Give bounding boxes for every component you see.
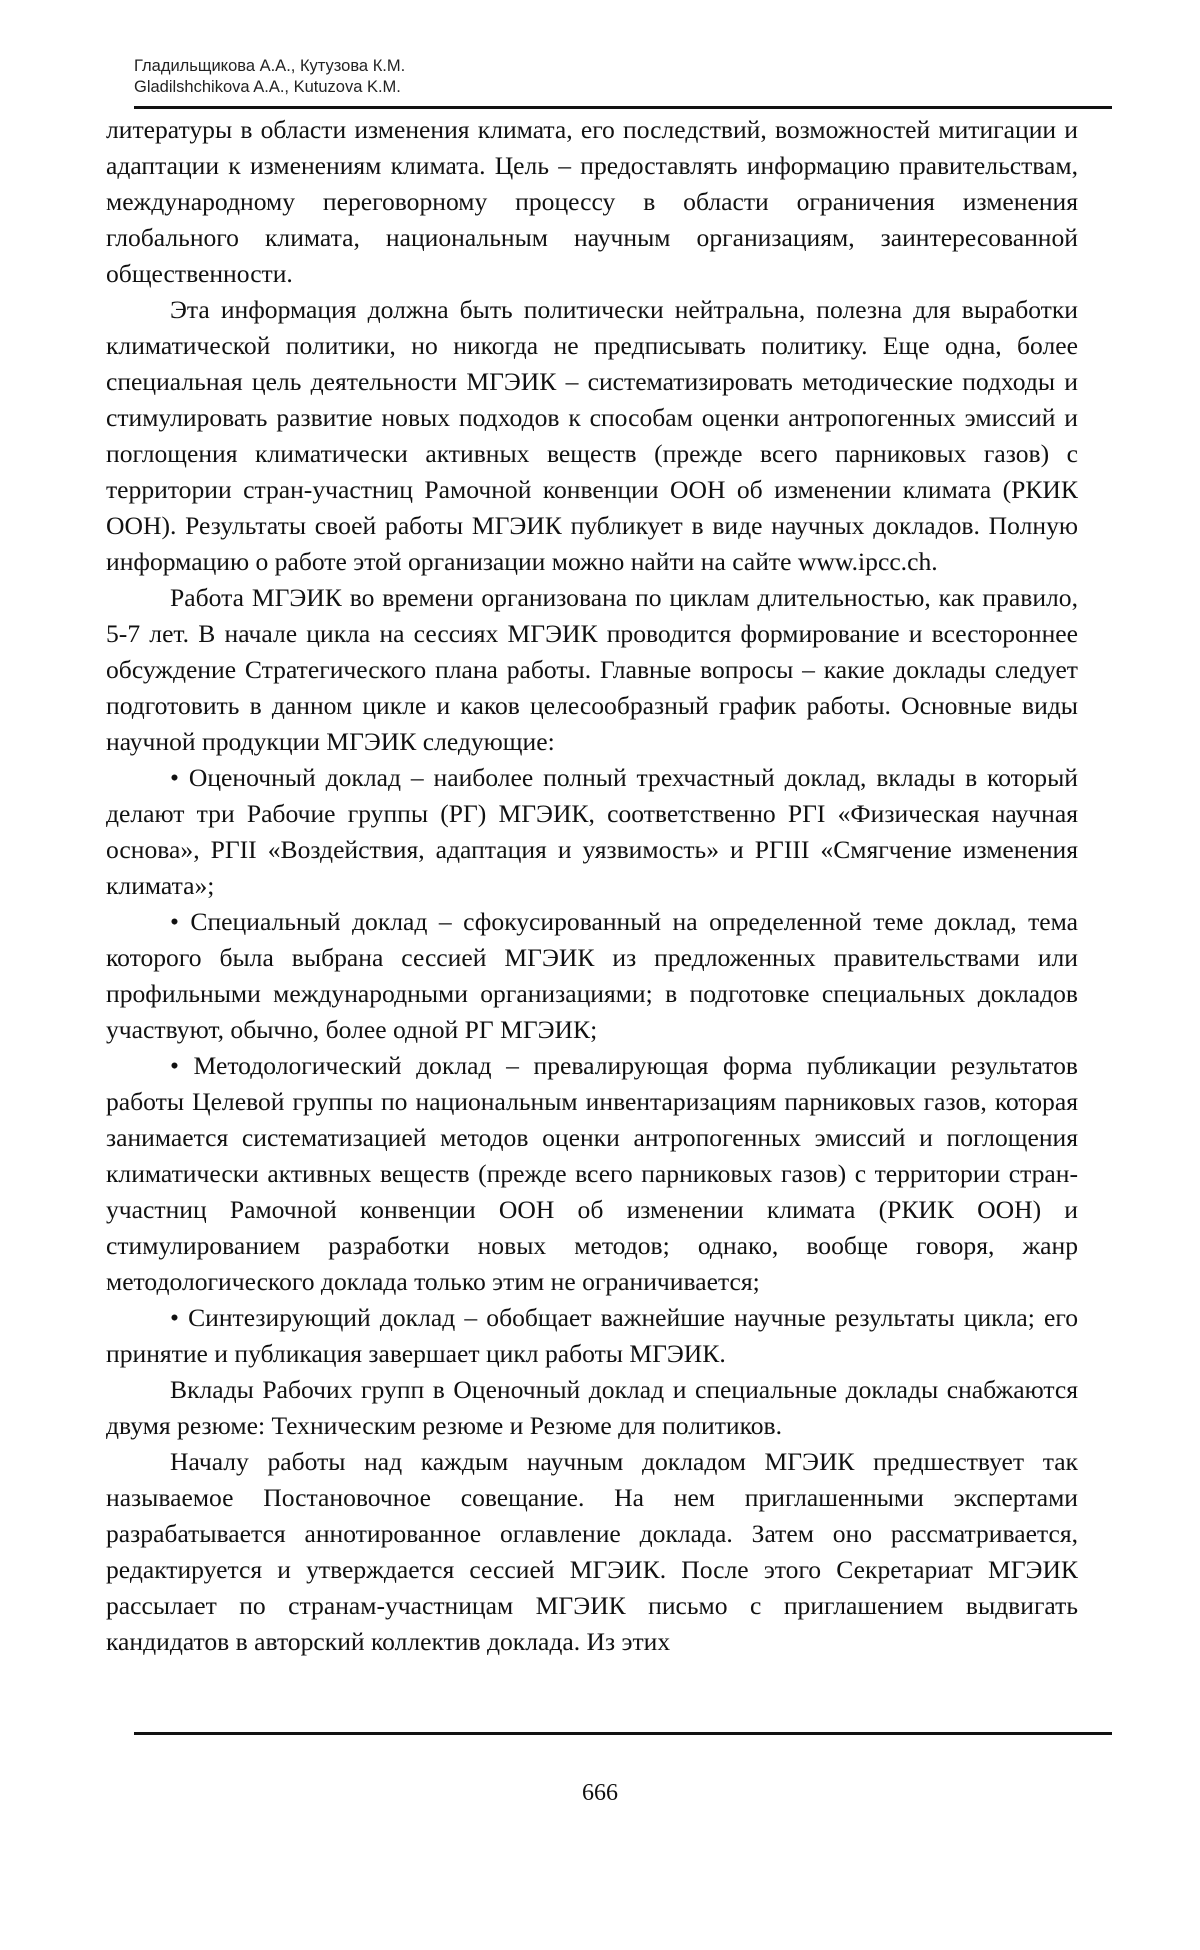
page-number: 666 — [582, 1780, 618, 1806]
paragraph: Началу работы над каждым научным докладом МГЭИК предшествует так называемое Постановочное совещание. На нем приглашенными экспертами разрабатывается аннотированное оглавление доклада. Затем оно рассматривается, редактируется и утверждается сессией МГЭИК. После этого Секретариат МГЭИК рассылает по странам-участницам МГЭИК письмо с приглашением выдвигать кандидатов в авторский коллектив доклада. Из этих — [106, 1447, 1078, 1656]
paragraph: Эта информация должна быть политически нейтральна, полезна для выработки климатической политики, но никогда не предписывать политику. Еще одна, более специальная цель деятельности МГЭИК – систематизировать методические подходы и стимулировать развитие новых подходов к способам оценки антропогенных эмиссий и поглощения климатически активных веществ (прежде всего парниковых газов) с территории стран-участниц Рамочной конвенции ООН об изменении климата (РКИК ООН). Результаты своей работы МГЭИК публикует в виде научных докладов. Полную информацию о работе этой организации можно найти на сайте www.ipcc.ch. — [106, 295, 1078, 576]
header-authors-ru: Гладильщикова А.А., Кутузова К.М. — [134, 57, 406, 75]
bullet-paragraph: • Синтезирующий доклад – обобщает важнейшие научные результаты цикла; его принятие и публикация завершает цикл работы МГЭИК. — [106, 1303, 1078, 1368]
bullet-paragraph: • Оценочный доклад – наиболее полный трехчастный доклад, вклады в который делают три Рабочие группы (РГ) МГЭИК, соответственно РГI «Физическая научная основа», РГII «Воздействия, адаптация и уязвимость» и РГIII «Смягчение изменения климата»; — [106, 763, 1078, 900]
header-authors-en: Gladilshchikova A.A., Kutuzova K.M. — [134, 78, 401, 96]
header-rule — [134, 106, 1112, 109]
bullet-paragraph: • Специальный доклад – сфокусированный на определенной теме доклад, тема которого была выбрана сессией МГЭИК из предложенных правительствами или профильными международными организациями; в подготовке специальных докладов участвуют, обычно, более одной РГ МГЭИК; — [106, 907, 1078, 1044]
footer-rule — [134, 1732, 1112, 1735]
bullet-paragraph: • Методологический доклад – превалирующая форма публикации результатов работы Целевой группы по национальным инвентаризациям парниковых газов, которая занимается систематизацией методов оценки антропогенных эмиссий и поглощения климатически активных веществ (прежде всего парниковых газов) с территории стран-участниц Рамочной конвенции ООН об изменении климата (РКИК ООН) и стимулированием разработки новых методов; однако, вообще говоря, жанр методологического доклада только этим не ограничивается; — [106, 1051, 1078, 1296]
paragraph: литературы в области изменения климата, его последствий, возможностей митигации и адаптации к изменениям климата. Цель – предоставлять информацию правительствам, международному переговорному процессу в области ограничения изменения глобального климата, национальным научным организациям, заинтересованной общественности. — [106, 115, 1078, 288]
paragraph: Вклады Рабочих групп в Оценочный доклад и специальные доклады снабжаются двумя резюме: Техническим резюме и Резюме для политиков. — [106, 1375, 1078, 1440]
paragraph: Работа МГЭИК во времени организована по циклам длительностью, как правило, 5-7 лет. В начале цикла на сессиях МГЭИК проводится формирование и всестороннее обсуждение Стратегического плана работы. Главные вопросы – какие доклады следует подготовить в данном цикле и каков целесообразный график работы. Основные виды научной продукции МГЭИК следующие: — [106, 583, 1078, 756]
body-text — [106, 112, 1078, 1660]
running-header — [134, 56, 1114, 98]
